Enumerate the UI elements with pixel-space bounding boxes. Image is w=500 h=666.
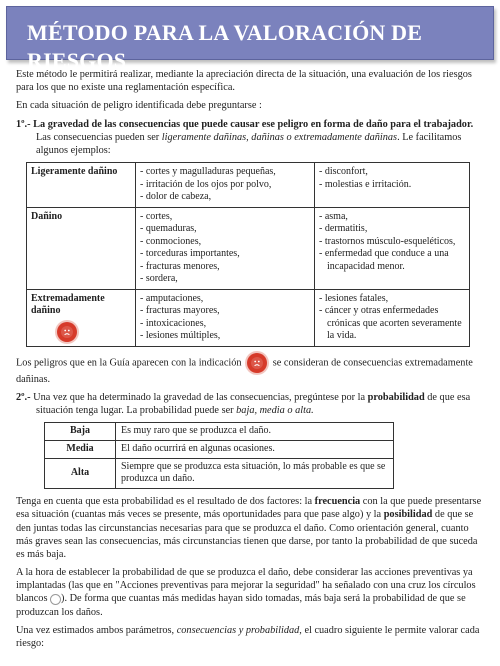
question-1-text-b: . Le facilitamos algunos ejemplos:: [36, 131, 462, 156]
severity-examples-col2: [315, 207, 470, 289]
intro-paragraph: Este método le permitirá realizar, mediante la apreciación directa de la situación, una evaluación de los riesgos para los que no existe una reglamentación específica.: [16, 69, 472, 94]
severity-examples-col1: [136, 163, 315, 208]
question-2-bold: probabilidad: [367, 391, 425, 403]
table-row: [27, 289, 470, 346]
preventive-text-b: ). De forma que cuantas más medidas hayan sido tomadas, más baja será la probabilidad de que se produzcan los daños.: [16, 593, 466, 618]
probability-text: El daño ocurrirá en algunas ocasiones.: [116, 440, 394, 458]
question-2-text-a: Una vez que ha determinado la gravedad de las consecuencias, pregúntese por la: [30, 391, 368, 403]
list-item: - cortes y magulladuras pequeñas,: [140, 166, 276, 178]
sad-face-warning-icon: [57, 322, 77, 342]
list-item: - conmociones,: [140, 235, 202, 247]
question-1-number: 1º.-: [16, 118, 31, 130]
sad-face-warning-icon: [247, 353, 267, 373]
severity-examples-col1: [136, 289, 315, 346]
list-item: - cáncer y otras enfermedades crónicas que acorten severamente la vida.: [319, 305, 462, 342]
list-item: - dermatitis,: [319, 223, 368, 235]
preventive-paragraph: [16, 566, 486, 619]
severity-examples-col1: [136, 207, 315, 289]
list-item: - irritación de los ojos por polvo,: [140, 178, 272, 190]
list-item: - fracturas menores,: [140, 260, 220, 272]
probability-text: Siempre que se produzca esta situación, lo más probable es que se produzca un daño.: [116, 458, 394, 489]
severity-label-cell: [27, 289, 136, 346]
question-1: [16, 118, 486, 158]
document-body: [16, 68, 486, 655]
list-item: - dolor de cabeza,: [140, 191, 212, 203]
list-item: - disconfort,: [319, 166, 368, 178]
question-1-italic: ligeramente dañinas, dañinas o extremadamente dañinas: [161, 131, 398, 143]
list-item: - enfermedad que conduce a una incapacidad menor.: [319, 248, 449, 272]
table-row: [45, 423, 394, 441]
question-2-text-b: de que esa situación tenga lugar. La probabilidad puede ser: [36, 391, 471, 416]
list-item: - lesiones múltiples,: [140, 330, 221, 342]
list-item: - quemaduras,: [140, 223, 197, 235]
guide-note: [16, 353, 486, 386]
severity-label: Dañino: [27, 207, 136, 289]
title-banner: [6, 6, 494, 74]
factors-paragraph: [16, 495, 486, 561]
question-1-bold: La gravedad de las consecuencias que puede causar ese peligro en forma de daño para el trabajador.: [33, 118, 474, 130]
table-row: [27, 163, 470, 208]
list-item: - intoxicaciones,: [140, 317, 207, 329]
severity-table: [26, 162, 470, 347]
list-item: - lesiones fatales,: [319, 292, 389, 304]
table-row: [45, 458, 394, 489]
guide-note-text-b: se consideran de consecuencias extremadamente dañinas.: [16, 356, 473, 385]
question-2-number: 2º.-: [16, 391, 31, 403]
factors-bold-2: posibilidad: [383, 509, 433, 521]
table-row: [27, 207, 470, 289]
list-item: - torceduras importantes,: [140, 248, 240, 260]
preventive-text-a: A la hora de establecer la probabilidad de que se produzca el daño, debe considerar las acciones preventivas ya implantadas (las que en "Acciones preventivas para mejorar la seguridad" ha señalado con una cruz los círculos blancos: [16, 567, 476, 605]
severity-examples-col2: [315, 289, 470, 346]
severity-label: Extremadamente dañino: [31, 292, 105, 317]
list-item: - cortes,: [140, 210, 173, 222]
severity-examples-col2: [315, 163, 470, 208]
final-text-b: , el cuadro siguiente le permite valorar cada riesgo:: [16, 624, 480, 649]
factors-bold-1: frecuencia: [314, 496, 361, 508]
question-1-text-a: Las consecuencias pueden ser: [36, 131, 162, 143]
page-title: MÉTODO PARA LA VALORACIÓN DE RIESGOS: [27, 20, 423, 74]
factors-text-c: de que se den juntas todas las circunstancias necesarias para que se produzca el daño. Como orientación general, cuanto más graves sean las consecuencias, más circunstancias tienen que darse, por tanto la probabilidad de que suceda es más baja.: [16, 509, 478, 560]
list-item: - amputaciones,: [140, 292, 204, 304]
question-2: [16, 391, 486, 417]
final-paragraph: [16, 624, 486, 650]
guide-note-text-a: Los peligros que en la Guía aparecen con la indicación: [16, 356, 242, 368]
white-circle-icon: [50, 594, 61, 605]
factors-text-b: con la que puede presentarse esa situación (cuantas más veces se presente, más oportunidades para que pase algo) y la: [16, 496, 482, 521]
list-item: - molestias e irritación.: [319, 178, 412, 190]
list-item: - fracturas mayores,: [140, 305, 220, 317]
probability-table: [44, 422, 394, 489]
list-item: - asma,: [319, 210, 348, 222]
probability-label: Alta: [45, 458, 116, 489]
question-2-italic: baja, media o alta.: [236, 404, 314, 416]
table-row: [45, 440, 394, 458]
list-item: - trastornos músculo-esqueléticos,: [319, 235, 456, 247]
probability-text: Es muy raro que se produzca el daño.: [116, 423, 394, 441]
factors-text-a: Tenga en cuenta que esta probabilidad es el resultado de dos factores: la: [16, 496, 315, 508]
list-item: - sordera,: [140, 273, 178, 285]
severity-label: Ligeramente dañino: [27, 163, 136, 208]
question-intro: En cada situación de peligro identificada debe preguntarse :: [16, 100, 262, 112]
probability-label: Media: [45, 440, 116, 458]
probability-label: Baja: [45, 423, 116, 441]
final-text-a: Una vez estimados ambos parámetros,: [16, 624, 177, 636]
final-italic: consecuencias y probabilidad: [176, 624, 300, 636]
